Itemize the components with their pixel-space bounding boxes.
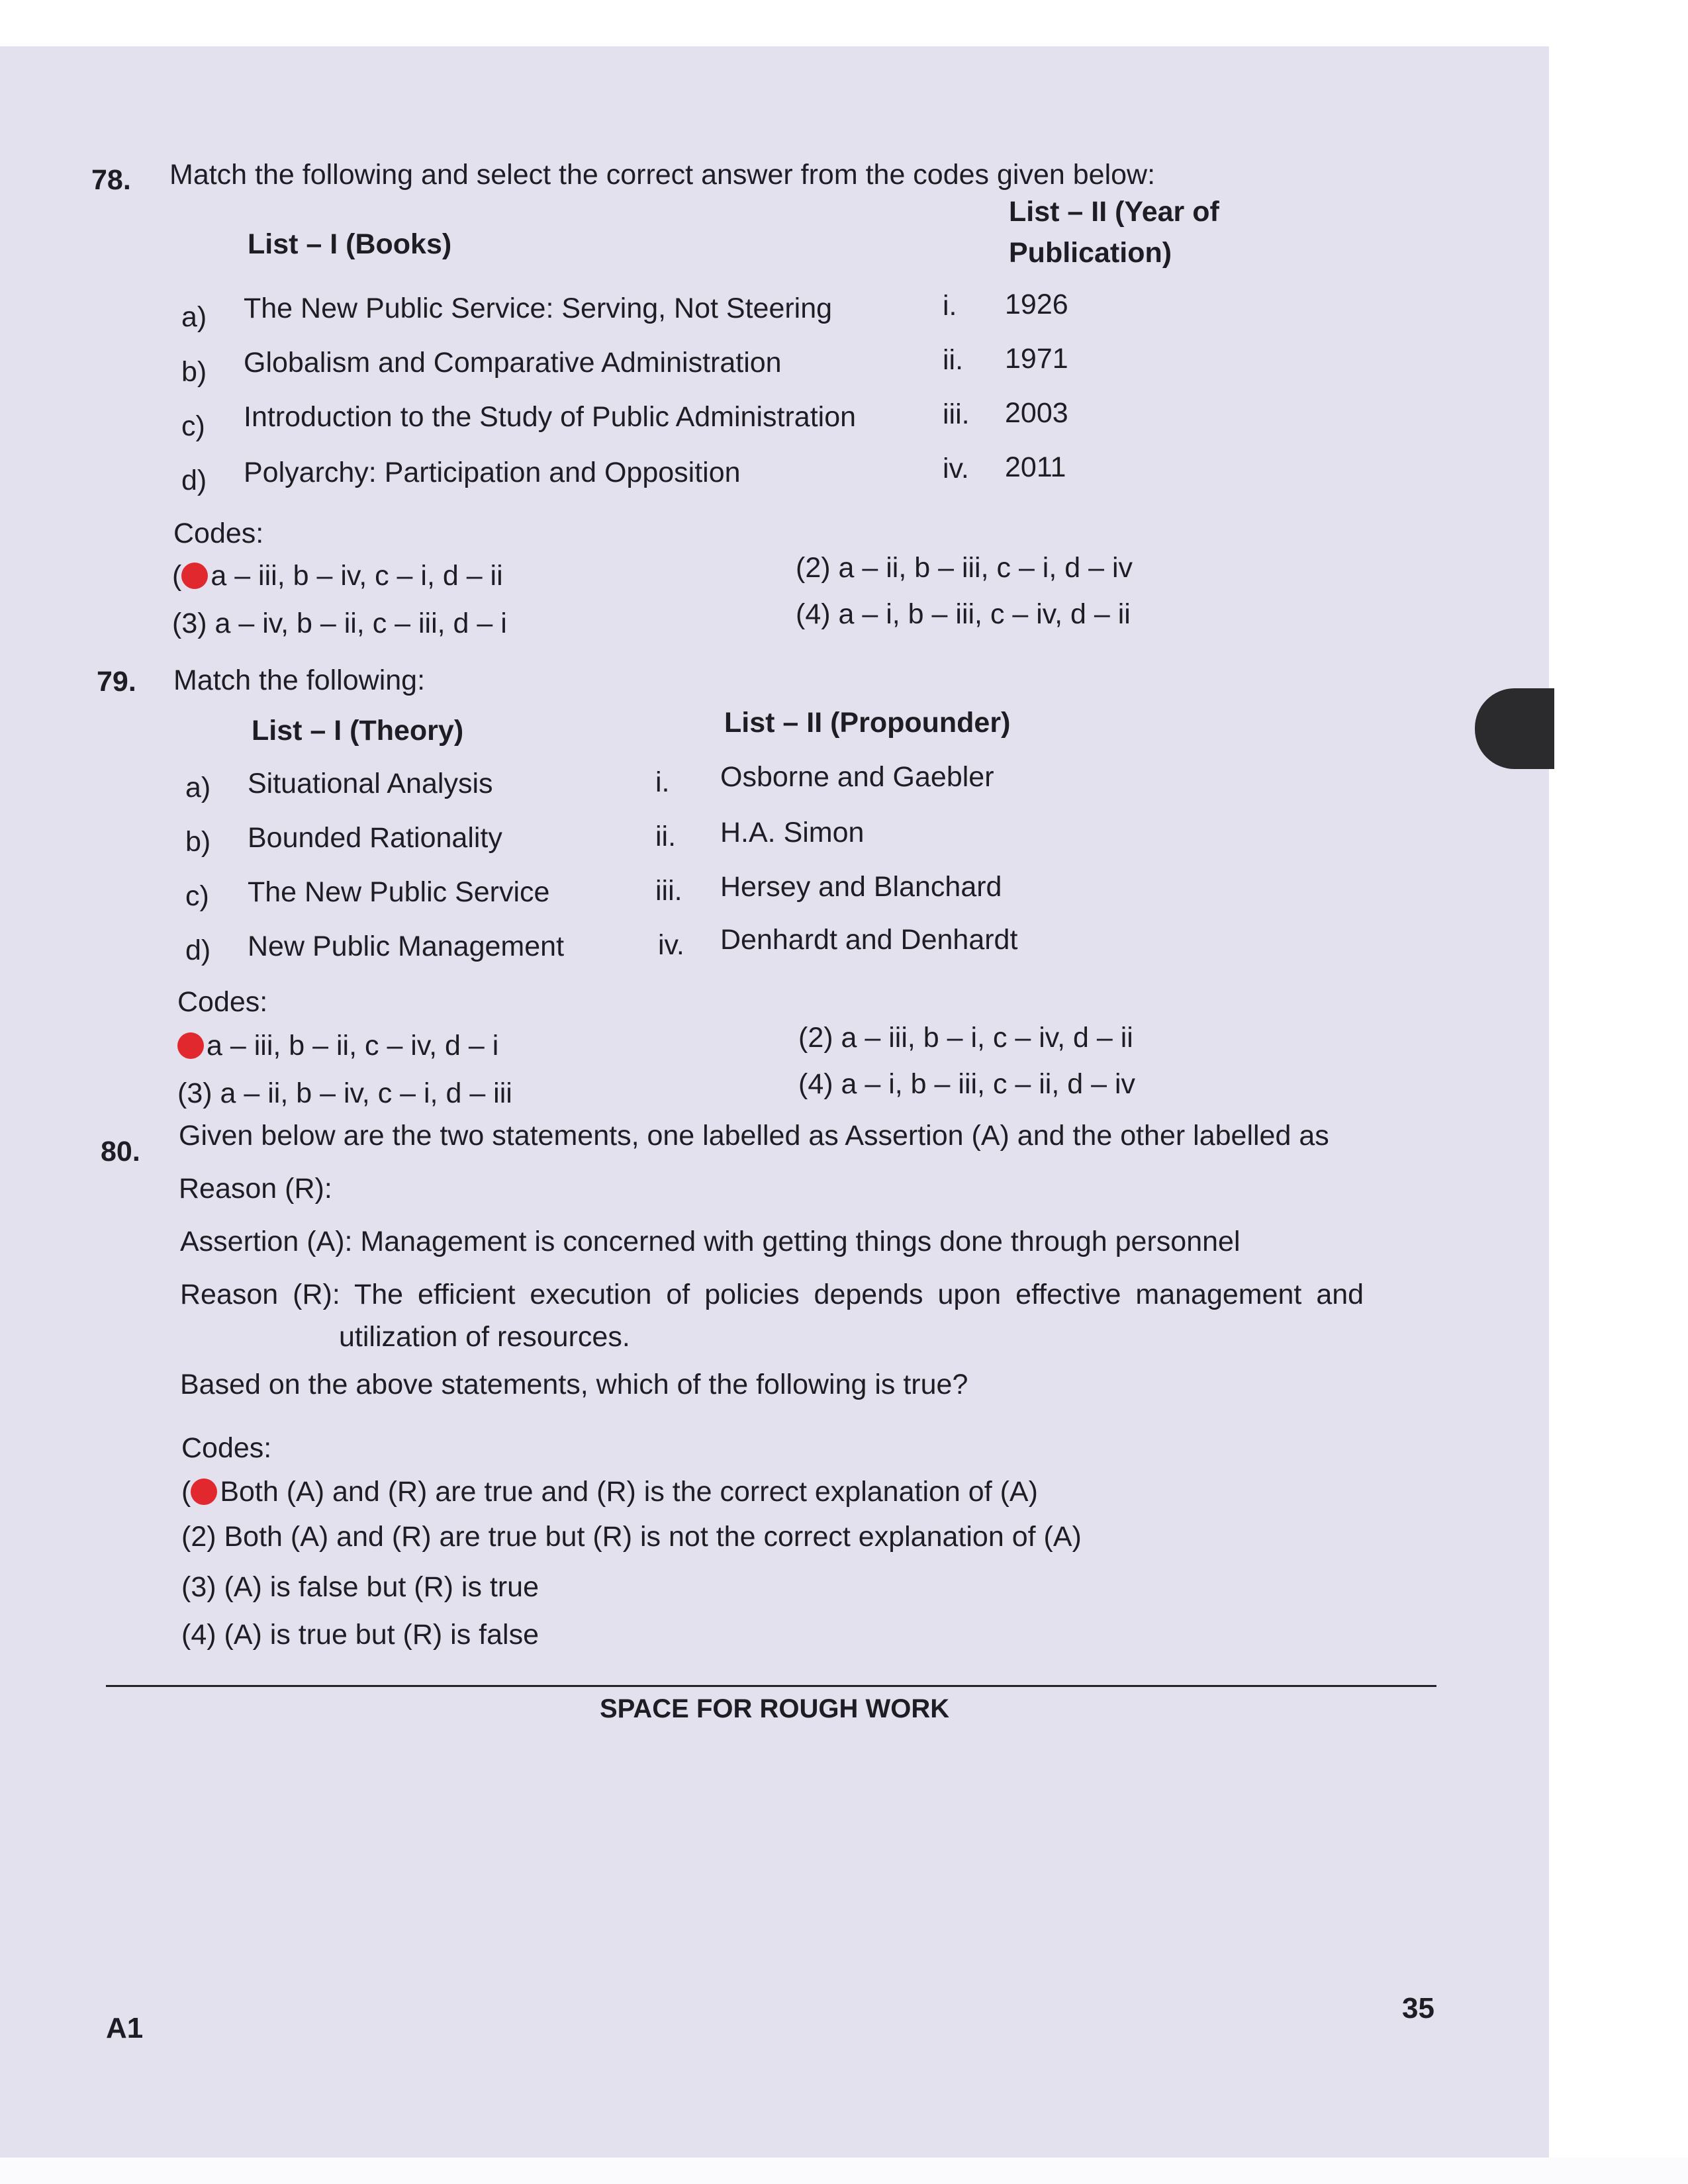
answer-mark-icon (181, 563, 208, 589)
row-right-key: i. (943, 290, 957, 322)
option-prefix: ( (181, 1476, 191, 1508)
option-1[interactable] (172, 560, 503, 592)
row-text: New Public Management (248, 931, 565, 962)
row-key: c) (181, 410, 205, 442)
list2-heading: List – II (Propounder) (724, 707, 1011, 739)
option-4[interactable]: (4) a – i, b – iii, c – iv, d – ii (796, 598, 1131, 630)
row-right-text: 2011 (1005, 451, 1066, 483)
row-right-text: Osborne and Gaebler (720, 761, 994, 793)
question-number: 78. (91, 164, 131, 196)
assertion-statement: Assertion (A): Management is concerned with getting things done through personnel (180, 1226, 1241, 1257)
row-key: b) (185, 826, 211, 858)
question-number: 79. (97, 666, 136, 698)
row-text: The New Public Service: Serving, Not Steering (244, 293, 833, 324)
rough-work-divider (106, 1685, 1436, 1687)
option-1[interactable] (181, 1476, 1038, 1508)
row-right-text: 1971 (1005, 343, 1068, 375)
option-3[interactable]: (3) a – ii, b – iv, c – i, d – iii (177, 1077, 512, 1109)
row-right-key: iv. (658, 929, 684, 961)
row-right-text: Denhardt and Denhardt (720, 924, 1018, 956)
option-2[interactable]: (2) a – ii, b – iii, c – i, d – iv (796, 552, 1133, 584)
codes-label: Codes: (181, 1432, 272, 1464)
scan-border-right (1549, 0, 1688, 2184)
list2-heading: List – II (Year of (1009, 196, 1219, 228)
option-3[interactable]: (3) a – iv, b – ii, c – iii, d – i (172, 608, 507, 639)
question-number: 80. (101, 1136, 140, 1167)
list1-heading: List – I (Books) (248, 228, 452, 260)
question-prompt: Based on the above statements, which of the following is true? (180, 1369, 968, 1400)
option-4[interactable]: (4) a – i, b – iii, c – ii, d – iv (798, 1068, 1136, 1100)
row-right-text: 2003 (1005, 397, 1068, 429)
rough-work-label: SPACE FOR ROUGH WORK (600, 1694, 950, 1723)
list1-heading: List – I (Theory) (252, 715, 464, 747)
row-right-key: ii. (943, 344, 964, 376)
option-text: a – iii, b – iv, c – i, d – ii (211, 560, 503, 592)
option-3[interactable]: (3) (A) is false but (R) is true (181, 1571, 539, 1603)
booklet-code: A1 (106, 2012, 144, 2044)
question-stem: Given below are the two statements, one labelled as Assertion (A) and the other labelled as (179, 1120, 1329, 1152)
row-key: d) (181, 465, 207, 496)
row-text: Polyarchy: Participation and Opposition (244, 457, 741, 488)
answer-mark-icon (191, 1479, 217, 1505)
option-2[interactable]: (2) a – iii, b – i, c – iv, d – ii (798, 1022, 1133, 1054)
row-key: a) (185, 772, 211, 803)
row-right-text: 1926 (1005, 289, 1068, 320)
row-text: Globalism and Comparative Administration (244, 347, 782, 379)
page-number: 35 (1402, 1992, 1434, 2025)
scan-border-top (0, 0, 1688, 46)
page-tab-marker (1475, 688, 1554, 769)
row-right-text: Hersey and Blanchard (720, 871, 1002, 903)
row-right-key: iii. (655, 875, 682, 907)
option-text: Both (A) and (R) are true and (R) is the correct explanation of (A) (220, 1476, 1038, 1508)
row-text: Introduction to the Study of Public Administration (244, 401, 857, 433)
row-key: c) (185, 880, 209, 912)
row-right-text: H.A. Simon (720, 817, 865, 848)
list2-heading-cont: Publication) (1009, 237, 1172, 269)
row-right-key: i. (655, 766, 670, 798)
question-stem: Match the following: (173, 664, 426, 696)
row-right-key: iii. (943, 398, 970, 430)
row-text: Bounded Rationality (248, 822, 502, 854)
codes-label: Codes: (173, 518, 264, 549)
row-text: The New Public Service (248, 876, 550, 908)
row-key: b) (181, 356, 207, 388)
row-text: Situational Analysis (248, 768, 493, 799)
reason-statement: Reason (R): The efficient execution of policies depends upon effective management and (180, 1279, 1364, 1310)
answer-mark-icon (177, 1032, 204, 1059)
option-text: a – iii, b – ii, c – iv, d – i (207, 1030, 499, 1062)
reason-statement-cont: utilization of resources. (339, 1321, 630, 1353)
scan-border-bottom (0, 2158, 1688, 2184)
row-right-key: ii. (655, 821, 677, 852)
option-4[interactable]: (4) (A) is true but (R) is false (181, 1619, 539, 1651)
question-stem: Match the following and select the correct answer from the codes given below: (169, 159, 1156, 191)
row-key: d) (185, 934, 211, 966)
option-2[interactable]: (2) Both (A) and (R) are true but (R) is not the correct explanation of (A) (181, 1521, 1082, 1553)
codes-label: Codes: (177, 986, 268, 1018)
row-key: a) (181, 301, 207, 333)
row-right-key: iv. (943, 453, 969, 484)
option-prefix: ( (172, 560, 182, 592)
question-stem-cont: Reason (R): (179, 1173, 332, 1205)
option-1[interactable] (177, 1030, 498, 1062)
